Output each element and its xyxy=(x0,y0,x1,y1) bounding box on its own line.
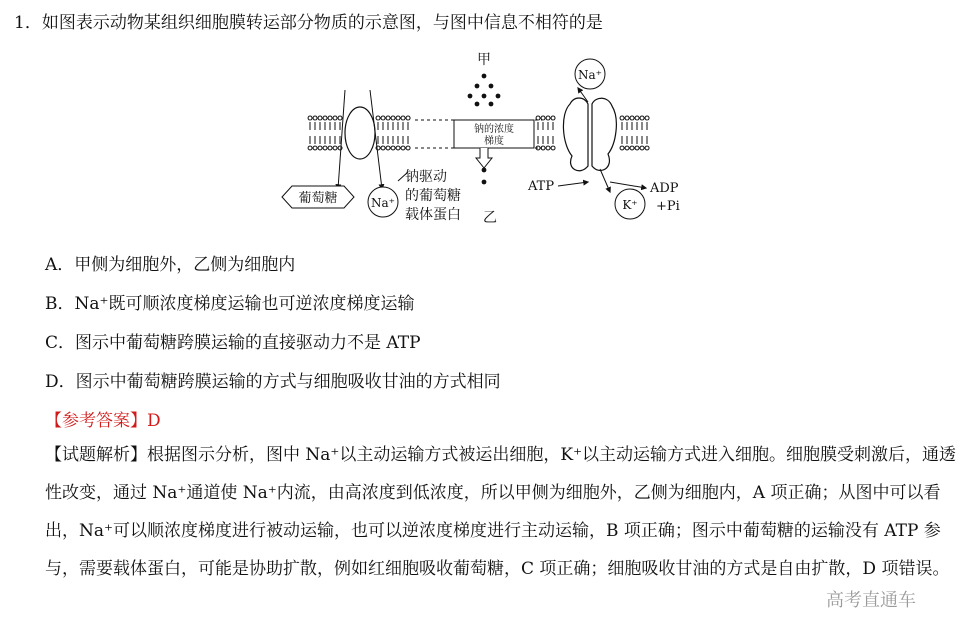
membrane-transport-diagram xyxy=(270,44,700,234)
pi-label: +Pi xyxy=(656,199,680,214)
glucose-carrier-protein xyxy=(345,107,375,159)
option-a xyxy=(45,250,295,275)
label-jia: 甲 xyxy=(477,52,491,68)
na-top-label: Na⁺ xyxy=(578,68,602,82)
question-text: 如图表示动物某组织细胞膜转运部分物质的示意图，与图中信息不相符的是 xyxy=(41,13,603,33)
adp-label: ADP xyxy=(650,181,679,196)
option-d-text: 图示中葡萄糖跨膜运输的方式与细胞吸收甘油的方式相同 xyxy=(75,372,501,392)
option-b xyxy=(45,289,414,314)
explanation-label: 【试题解析】 xyxy=(45,445,147,465)
explanation xyxy=(45,436,962,588)
question-number: 1． xyxy=(14,13,42,33)
option-c-text: 图示中葡萄糖跨膜运输的直接驱动力不是 ATP xyxy=(75,333,421,353)
k-label: K⁺ xyxy=(622,198,638,212)
answer-value: D xyxy=(147,411,161,431)
label-yi: 乙 xyxy=(483,210,497,226)
carrier-label-line2: 的葡萄糖 xyxy=(405,188,461,204)
explanation-text: 根据图示分析，图中 Na⁺以主动运输方式被运出细胞，K⁺以主动运输方式进入细胞。细胞膜受刺激后，通透性改变，通过 Na⁺通道使 Na⁺内流，由高浓度到低浓度，所以甲侧为细胞外，乙侧为细胞内，A 项正确；从图中可以看出，Na⁺可以顺浓度梯度进行被动运输，也可以逆浓度梯度进行主动运输，B 项正确；图示中葡萄糖的运输没有 ATP 参与，需要载体蛋白，可能是协助扩散，例如红细胞吸收葡萄糖，C 项正确；细胞吸收甘油的方式是自由扩散，D 项错误。 xyxy=(45,445,957,579)
gradient-label-line2: 梯度 xyxy=(484,136,504,147)
na-k-pump xyxy=(563,98,616,171)
option-c-letter: C． xyxy=(45,333,76,353)
atp-label: ATP xyxy=(528,179,555,194)
answer-label: 【参考答案】 xyxy=(45,411,147,431)
reference-answer xyxy=(45,406,161,431)
option-c xyxy=(45,328,421,353)
option-b-text: Na⁺既可顺浓度梯度运输也可逆浓度梯度运输 xyxy=(74,294,415,314)
carrier-label-line1: 钠驱动 xyxy=(405,169,447,185)
carrier-label-line3: 载体蛋白 xyxy=(405,207,461,223)
option-a-text: 甲侧为细胞外，乙侧为细胞内 xyxy=(74,255,296,275)
option-d-letter: D． xyxy=(45,372,76,392)
option-b-letter: B． xyxy=(45,294,75,314)
option-a-letter: A． xyxy=(45,255,75,275)
na-left-label: Na⁺ xyxy=(371,196,395,210)
watermark: 高考直通车 xyxy=(826,590,916,611)
option-d xyxy=(45,367,501,392)
question-stem xyxy=(14,8,603,33)
gradient-label-line1: 钠的浓度 xyxy=(474,124,514,135)
glucose-label: 葡萄糖 xyxy=(298,191,338,206)
